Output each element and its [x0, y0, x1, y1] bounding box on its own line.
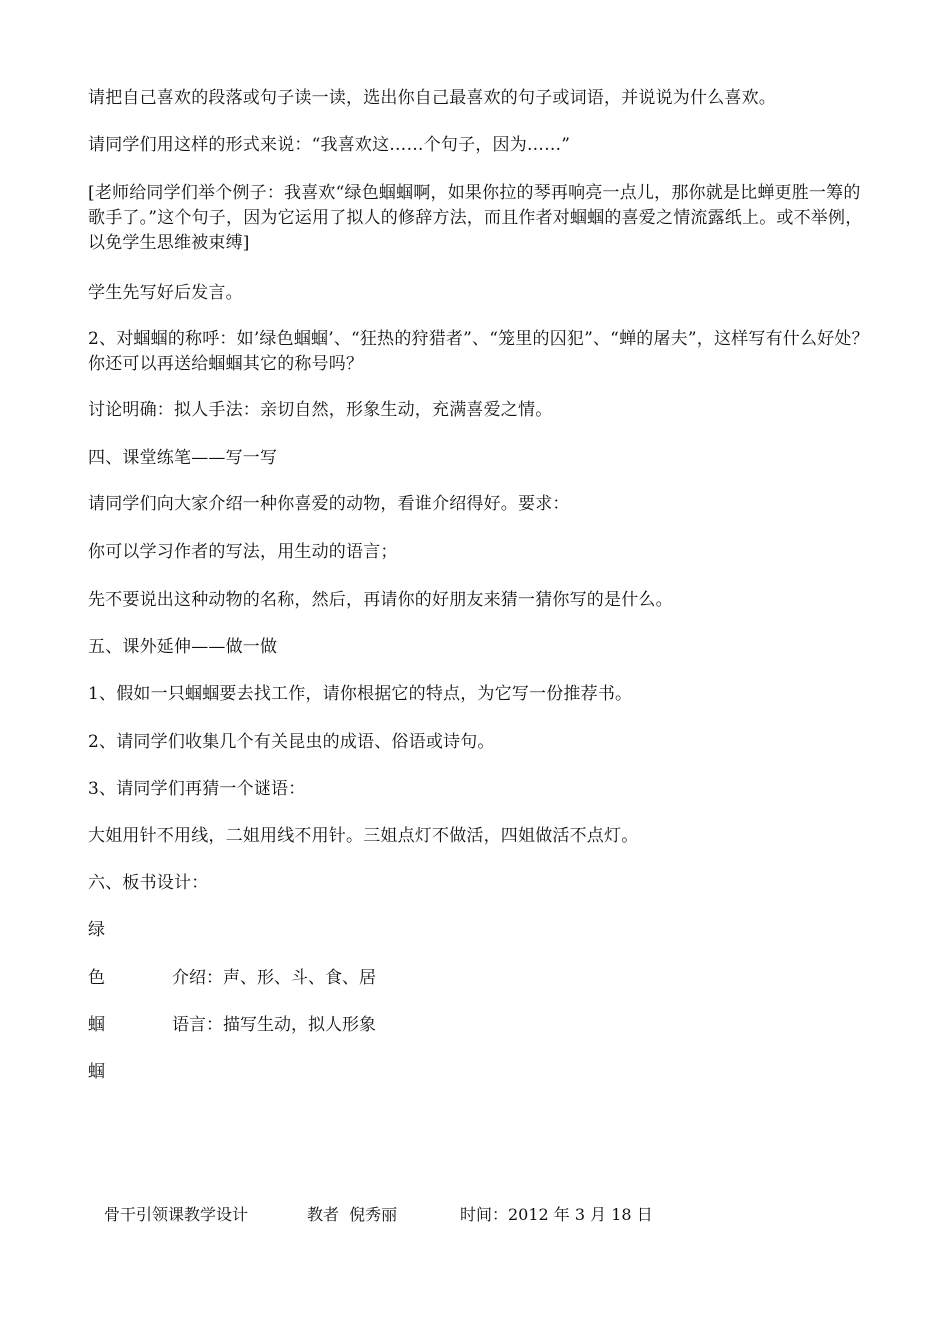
board-char-1: 绿 [88, 920, 105, 940]
footer-date: 时间：2012 年 3 月 18 日 [460, 1205, 653, 1224]
paragraph-requirement-1: 你可以学习作者的写法，用生动的语言； [88, 542, 398, 562]
board-item-language: 语言：描写生动，拟人形象 [172, 1015, 376, 1035]
paragraph-discussion-conclusion: 讨论明确：拟人手法：亲切自然，形象生动，充满喜爱之情。 [88, 400, 553, 420]
board-char-4: 蝈 [88, 1062, 105, 1082]
paragraph-nicknames-question: 2、对蝈蝈的称呼：如’绿色蝈蝈’、“狂热的狩猎者”、“笼里的囚犯”、“蝉的屠夫”，这样写有什么好处？你还可以再送给蝈蝈其它的称号吗？ [88, 329, 869, 374]
paragraph-teacher-example: [老师给同学们举个例子：我喜欢“绿色蝈蝈啊，如果你拉的琴再响亮一点儿，那你就是比蝉更胜一筹的歌手了。”这个句子，因为它运用了拟人的修辞方法，而且作者对蝈蝈的喜爱之情流露纸上。或不举例，以免学生思维被束缚] [88, 183, 863, 253]
paragraph-read-aloud: 请把自己喜欢的段落或句子读一读，选出你自己最喜欢的句子或词语，并说说为什么喜欢。 [88, 88, 776, 108]
paragraph-task-3: 3、请同学们再猜一个谜语： [88, 779, 306, 799]
footer-teacher: 教者 倪秀丽 [307, 1205, 398, 1224]
paragraph-riddle: 大姐用针不用线，二姐用线不用针。三姐点灯不做活，四姐做活不点灯。 [88, 826, 639, 846]
section-heading-board-design: 六、板书设计： [88, 873, 209, 893]
section-heading-writing-practice: 四、课堂练笔——写一写 [88, 448, 278, 468]
paragraph-requirement-2: 先不要说出这种动物的名称，然后，再请你的好朋友来猜一猜你写的是什么。 [88, 590, 673, 610]
board-char-2: 色 [88, 968, 105, 988]
section-heading-extension: 五、课外延伸——做一做 [88, 637, 278, 657]
paragraph-write-then-speak: 学生先写好后发言。 [88, 283, 243, 303]
board-item-introduction: 介绍：声、形、斗、食、居 [172, 968, 376, 988]
footer-course-title: 骨干引领课教学设计 [104, 1205, 249, 1224]
paragraph-introduce-animal: 请同学们向大家介绍一种你喜爱的动物，看谁介绍得好。要求： [88, 494, 570, 514]
paragraph-task-1: 1、假如一只蝈蝈要去找工作，请你根据它的特点，为它写一份推荐书。 [88, 684, 633, 704]
paragraph-sentence-pattern: 请同学们用这样的形式来说：“我喜欢这……个句子，因为……” [88, 135, 571, 155]
paragraph-task-2: 2、请同学们收集几个有关昆虫的成语、俗语或诗句。 [88, 732, 495, 752]
board-char-3: 蝈 [88, 1015, 105, 1035]
